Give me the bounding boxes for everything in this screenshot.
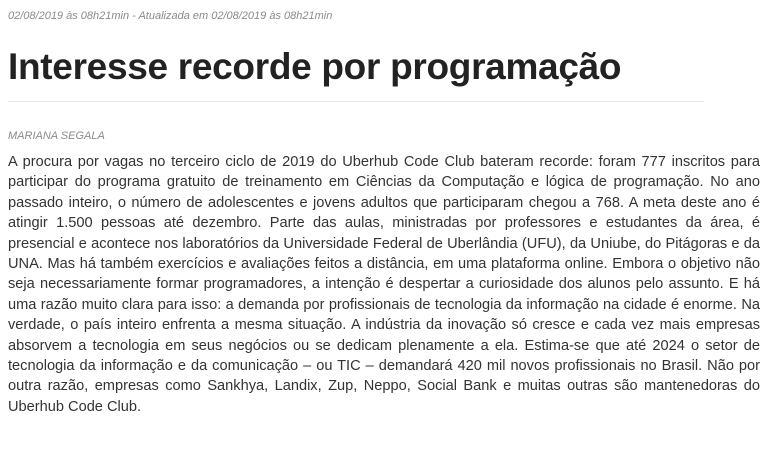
article-body: A procura por vagas no terceiro ciclo de 2019 do Uberhub Code Club bateram recorde: foram 777 inscritos para participar do programa gratuito de treinamento em Ciências da Computação e lógica de programação. No ano passado inteiro, o número de adolescentes e jovens adultos que participaram chegou a 768. A meta deste ano é atingir 1.500 pessoas até dezembro. Parte das aulas, ministradas por professores e estudantes da área, é presencial e acontece nos laboratórios da Universidade Federal de Uberlândia (UFU), da Uniube, do Pitágoras e da UNA. Mas há também exercícios e avaliações feitos a distância, em uma plataforma online. Embora o objetivo não seja necessariamente formar programadores, a intenção é despertar a curiosidade dos alunos pelo assunto. E há uma razão muito clara para isso: a demanda por profissionais de tecnologia da informação na cidade é enorme. Na verdade, o país inteiro enfrenta a mesma situação. A indústria da inovação só cresce e cada vez mais empresas absorvem a tecnologia em seus negócios ou se dedicam plenamente a ela. Estima-se que até 2024 o setor de tecnologia da informação e da comunicação – ou TIC – demandará 420 mil novos profissionais no Brasil. Não por outra razão, empresas como Sankhya, Landix, Zup, Neppo, Social Bank e muitas outras são mantenedoras do Uberhub Code Club. xyxy=(8,154,760,415)
publication-date: 02/08/2019 às 08h21min - Atualizada em 02/08/2019 às 08h21min xyxy=(8,10,333,22)
author-name: MARIANA SEGALA xyxy=(8,130,105,142)
article-title: Interesse recorde por programação xyxy=(8,46,622,87)
title-divider xyxy=(8,101,704,102)
